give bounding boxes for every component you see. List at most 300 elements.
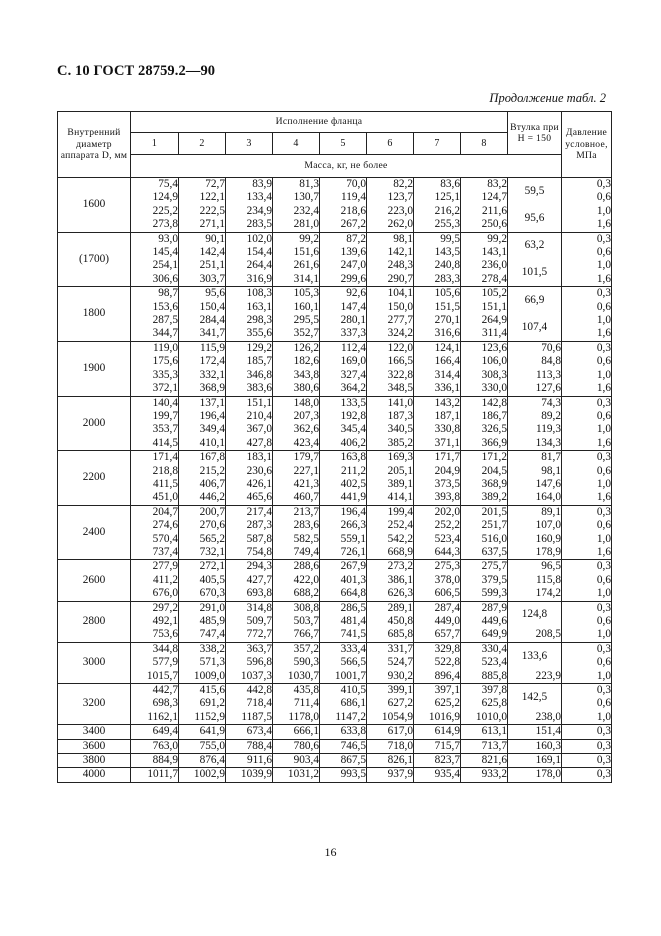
mass-cell: 666,1 [273, 725, 320, 739]
mass-cell: 649,9 [461, 628, 508, 642]
sleeve-mass-cell: 178,9 [508, 546, 562, 560]
mass-cell: 105,2 [461, 287, 508, 301]
mass-cell: 715,7 [414, 739, 461, 753]
mass-cell: 199,4 [367, 505, 414, 519]
mass-cell: 460,7 [273, 491, 320, 505]
table-row [58, 232, 612, 246]
sleeve-mass-cell: 142,5 [508, 684, 562, 711]
mass-cell: 202,0 [414, 505, 461, 519]
mass-cell: 204,5 [461, 465, 508, 478]
pressure-cell: 0,6 [562, 410, 612, 423]
flange-no-6: 6 [367, 133, 414, 155]
mass-cell: 227,1 [273, 465, 320, 478]
mass-cell: 225,2 [131, 205, 179, 218]
mass-cell: 766,7 [273, 628, 320, 642]
mass-cell: 668,9 [367, 546, 414, 560]
mass-cell: 314,4 [414, 369, 461, 382]
mass-cell: 218,6 [320, 205, 367, 218]
mass-cell: 151,6 [273, 246, 320, 259]
mass-cell: 311,4 [461, 327, 508, 341]
mass-cell: 670,3 [179, 587, 226, 601]
mass-cell: 75,4 [131, 178, 179, 192]
mass-cell: 70,0 [320, 178, 367, 192]
pressure-cell: 1,0 [562, 423, 612, 436]
mass-cell: 286,5 [320, 601, 367, 615]
pressure-cell: 0,3 [562, 601, 612, 615]
table-row [58, 396, 612, 410]
mass-cell: 732,1 [179, 546, 226, 560]
mass-cell: 142,1 [367, 246, 414, 259]
mass-cell: 937,9 [367, 768, 414, 782]
mass-cell: 406,7 [179, 478, 226, 491]
mass-cell: 693,8 [226, 587, 273, 601]
mass-cell: 287,3 [226, 519, 273, 532]
mass-cell: 255,3 [414, 218, 461, 232]
sleeve-mass-cell: 107,4 [508, 314, 562, 341]
mass-cell: 211,2 [320, 465, 367, 478]
mass-cell: 87,2 [320, 232, 367, 246]
mass-cell: 147,4 [320, 301, 367, 314]
mass-cell: 104,1 [367, 287, 414, 301]
mass-cell: 281,0 [273, 218, 320, 232]
sleeve-mass-cell: 63,2 [508, 232, 562, 259]
mass-cell: 280,1 [320, 314, 367, 327]
pressure-cell: 0,6 [562, 574, 612, 587]
mass-cell: 199,7 [131, 410, 179, 423]
sleeve-mass-cell: 107,0 [508, 519, 562, 532]
mass-cell: 93,0 [131, 232, 179, 246]
mass-cell: 270,6 [179, 519, 226, 532]
mass-cell: 414,5 [131, 437, 179, 451]
mass-cell: 366,9 [461, 437, 508, 451]
pressure-cell: 1,0 [562, 711, 612, 725]
pressure-cell: 0,6 [562, 246, 612, 259]
mass-cell: 151,5 [414, 301, 461, 314]
mass-cell: 414,1 [367, 491, 414, 505]
mass-cell: 509,7 [226, 615, 273, 628]
mass-cell: 333,4 [320, 642, 367, 656]
flange-no-7: 7 [414, 133, 461, 155]
mass-cell: 126,2 [273, 341, 320, 355]
mass-cell: 294,3 [226, 560, 273, 574]
pressure-cell: 1,0 [562, 670, 612, 684]
mass-cell: 324,2 [367, 327, 414, 341]
mass-cell: 322,8 [367, 369, 414, 382]
pressure-cell: 1,6 [562, 218, 612, 232]
mass-cell: 349,4 [179, 423, 226, 436]
mass-cell: 749,4 [273, 546, 320, 560]
mass-cell: 911,6 [226, 754, 273, 768]
mass-cell: 368,9 [179, 382, 226, 396]
inner-diameter-cell: 2800 [58, 601, 131, 642]
mass-cell: 196,4 [179, 410, 226, 423]
mass-cell: 582,5 [273, 533, 320, 546]
pressure-cell: 1,0 [562, 369, 612, 382]
mass-cell: 81,3 [273, 178, 320, 192]
flange-no-2: 2 [179, 133, 226, 155]
pressure-cell: 0,6 [562, 355, 612, 368]
pressure-cell: 0,3 [562, 725, 612, 739]
mass-cell: 210,4 [226, 410, 273, 423]
mass-cell: 215,2 [179, 465, 226, 478]
table-row [58, 587, 612, 601]
flange-no-3: 3 [226, 133, 273, 155]
pressure-cell: 0,3 [562, 232, 612, 246]
mass-cell: 205,1 [367, 465, 414, 478]
mass-cell: 446,2 [179, 491, 226, 505]
sleeve-mass-cell: 160,9 [508, 533, 562, 546]
inner-diameter-cell: 2400 [58, 505, 131, 560]
mass-cell: 676,0 [131, 587, 179, 601]
inner-diameter-cell: 3800 [58, 754, 131, 768]
pressure-cell: 1,6 [562, 382, 612, 396]
mass-cell: 426,1 [226, 478, 273, 491]
mass-cell: 930,2 [367, 670, 414, 684]
sleeve-mass-cell: 89,2 [508, 410, 562, 423]
mass-cell: 287,9 [461, 601, 508, 615]
mass-cell: 335,3 [131, 369, 179, 382]
mass-cell: 772,7 [226, 628, 273, 642]
inner-diameter-cell: 3400 [58, 725, 131, 739]
mass-cell: 1147,2 [320, 711, 367, 725]
mass-cell: 571,3 [179, 656, 226, 669]
pressure-cell: 1,6 [562, 491, 612, 505]
mass-cell: 641,9 [179, 725, 226, 739]
mass-cell: 298,3 [226, 314, 273, 327]
mass-cell: 112,4 [320, 341, 367, 355]
table-row [58, 533, 612, 546]
mass-cell: 329,8 [414, 642, 461, 656]
mass-cell: 399,1 [367, 684, 414, 698]
mass-cell: 1011,7 [131, 768, 179, 782]
inner-diameter-cell: 4000 [58, 768, 131, 782]
mass-cell: 72,7 [179, 178, 226, 192]
mass-cell: 252,4 [367, 519, 414, 532]
mass-cell: 98,1 [367, 232, 414, 246]
table-row [58, 205, 612, 218]
pressure-cell: 0,3 [562, 287, 612, 301]
mass-cell: 150,4 [179, 301, 226, 314]
mass-cell: 142,4 [179, 246, 226, 259]
mass-cell: 204,9 [414, 465, 461, 478]
mass-cell: 613,1 [461, 725, 508, 739]
inner-diameter-cell: 2200 [58, 451, 131, 506]
mass-cell: 142,8 [461, 396, 508, 410]
pressure-cell: 0,3 [562, 505, 612, 519]
mass-cell: 718,0 [367, 739, 414, 753]
inner-diameter-cell: 1900 [58, 341, 131, 396]
mass-cell: 1009,0 [179, 670, 226, 684]
mass-cell: 442,8 [226, 684, 273, 698]
mass-cell: 389,2 [461, 491, 508, 505]
mass-cell: 590,3 [273, 656, 320, 669]
sleeve-mass-cell: 223,9 [508, 670, 562, 684]
mass-cell: 698,3 [131, 697, 179, 710]
mass-cell: 427,8 [226, 437, 273, 451]
mass-cell: 129,2 [226, 341, 273, 355]
mass-cell: 685,8 [367, 628, 414, 642]
mass-cell: 160,1 [273, 301, 320, 314]
mass-cell: 449,6 [461, 615, 508, 628]
mass-cell: 283,5 [226, 218, 273, 232]
mass-cell: 441,9 [320, 491, 367, 505]
inner-diameter-cell: 1800 [58, 287, 131, 342]
mass-cell: 222,5 [179, 205, 226, 218]
mass-cell: 115,9 [179, 341, 226, 355]
mass-cell: 283,6 [273, 519, 320, 532]
mass-cell: 306,6 [131, 273, 179, 287]
mass-cell: 1178,0 [273, 711, 320, 725]
mass-cell: 283,3 [414, 273, 461, 287]
sleeve-mass-cell: 160,3 [508, 739, 562, 753]
mass-cell: 230,6 [226, 465, 273, 478]
mass-cell: 753,6 [131, 628, 179, 642]
mass-cell: 884,9 [131, 754, 179, 768]
mass-cell: 657,7 [414, 628, 461, 642]
mass-cell: 266,3 [320, 519, 367, 532]
table-row [58, 642, 612, 656]
mass-cell: 566,5 [320, 656, 367, 669]
mass-cell: 1002,9 [179, 768, 226, 782]
mass-cell: 933,2 [461, 768, 508, 782]
mass-cell: 331,7 [367, 642, 414, 656]
document-header: С. 10 ГОСТ 28759.2—90 [57, 63, 216, 79]
mass-cell: 415,6 [179, 684, 226, 698]
mass-cell: 826,1 [367, 754, 414, 768]
mass-cell: 626,3 [367, 587, 414, 601]
pressure-cell: 0,3 [562, 684, 612, 698]
table-row [58, 259, 612, 272]
sleeve-mass-cell: 127,6 [508, 382, 562, 396]
mass-cell: 1001,7 [320, 670, 367, 684]
mass-cell: 1054,9 [367, 711, 414, 725]
mass-cell: 492,1 [131, 615, 179, 628]
pressure-cell: 1,0 [562, 533, 612, 546]
inner-diameter-cell: 2000 [58, 396, 131, 451]
mass-cell: 273,8 [131, 218, 179, 232]
mass-cell: 625,8 [461, 697, 508, 710]
mass-cell: 688,2 [273, 587, 320, 601]
mass-cell: 145,4 [131, 246, 179, 259]
mass-cell: 763,0 [131, 739, 179, 753]
header-pressure: Давление условное, МПа [562, 112, 612, 178]
mass-cell: 372,1 [131, 382, 179, 396]
mass-cell: 204,7 [131, 505, 179, 519]
mass-cell: 288,6 [273, 560, 320, 574]
pressure-cell: 0,6 [562, 519, 612, 532]
mass-cell: 343,8 [273, 369, 320, 382]
mass-cell: 876,4 [179, 754, 226, 768]
mass-cell: 183,1 [226, 451, 273, 465]
header-inner-diameter: Внутренний диаметр аппарата D, мм [58, 112, 131, 178]
flange-no-1: 1 [131, 133, 179, 155]
table-row [58, 437, 612, 451]
mass-cell: 314,1 [273, 273, 320, 287]
mass-cell: 421,3 [273, 478, 320, 491]
table-row [58, 478, 612, 491]
mass-cell: 137,1 [179, 396, 226, 410]
pressure-cell: 0,6 [562, 697, 612, 710]
mass-cell: 397,1 [414, 684, 461, 698]
pressure-cell: 0,3 [562, 341, 612, 355]
mass-cell: 248,3 [367, 259, 414, 272]
mass-cell: 316,9 [226, 273, 273, 287]
mass-cell: 352,7 [273, 327, 320, 341]
mass-cell: 411,5 [131, 478, 179, 491]
mass-cell: 270,1 [414, 314, 461, 327]
mass-cell: 299,6 [320, 273, 367, 287]
flange-no-4: 4 [273, 133, 320, 155]
mass-cell: 166,4 [414, 355, 461, 368]
mass-cell: 314,8 [226, 601, 273, 615]
mass-cell: 737,4 [131, 546, 179, 560]
table-row [58, 739, 612, 753]
mass-cell: 691,2 [179, 697, 226, 710]
mass-cell: 559,1 [320, 533, 367, 546]
table-row [58, 725, 612, 739]
mass-cell: 218,8 [131, 465, 179, 478]
mass-cell: 348,5 [367, 382, 414, 396]
pressure-cell: 1,0 [562, 205, 612, 218]
mass-cell: 277,7 [367, 314, 414, 327]
mass-cell: 171,7 [414, 451, 461, 465]
sleeve-mass-cell: 89,1 [508, 505, 562, 519]
mass-cell: 754,8 [226, 546, 273, 560]
mass-cell: 284,4 [179, 314, 226, 327]
mass-cell: 1030,7 [273, 670, 320, 684]
table-body [58, 178, 612, 783]
mass-cell: 119,4 [320, 191, 367, 204]
mass-cell: 617,0 [367, 725, 414, 739]
sleeve-mass-cell: 208,5 [508, 628, 562, 642]
mass-cell: 122,0 [367, 341, 414, 355]
mass-cell: 232,4 [273, 205, 320, 218]
mass-cell: 277,9 [131, 560, 179, 574]
mass-cell: 355,6 [226, 327, 273, 341]
pressure-cell: 0,3 [562, 396, 612, 410]
mass-cell: 397,8 [461, 684, 508, 698]
mass-cell: 673,4 [226, 725, 273, 739]
mass-cell: 92,6 [320, 287, 367, 301]
mass-cell: 186,7 [461, 410, 508, 423]
mass-cell: 326,5 [461, 423, 508, 436]
table-row [58, 451, 612, 465]
mass-cell: 332,1 [179, 369, 226, 382]
mass-cell: 903,4 [273, 754, 320, 768]
mass-cell: 125,1 [414, 191, 461, 204]
sleeve-mass-cell: 133,6 [508, 642, 562, 669]
mass-cell: 124,7 [461, 191, 508, 204]
mass-cell: 542,2 [367, 533, 414, 546]
mass-cell: 823,7 [414, 754, 461, 768]
mass-cell: 411,2 [131, 574, 179, 587]
flange-no-5: 5 [320, 133, 367, 155]
pressure-cell: 0,3 [562, 642, 612, 656]
mass-cell: 422,0 [273, 574, 320, 587]
pressure-cell: 1,0 [562, 628, 612, 642]
pressure-cell: 0,3 [562, 768, 612, 782]
mass-cell: 99,2 [273, 232, 320, 246]
mass-cell: 386,1 [367, 574, 414, 587]
mass-cell: 82,2 [367, 178, 414, 192]
mass-cell: 625,2 [414, 697, 461, 710]
mass-cell: 148,0 [273, 396, 320, 410]
table-row [58, 601, 612, 615]
mass-cell: 637,5 [461, 546, 508, 560]
mass-cell: 340,5 [367, 423, 414, 436]
mass-cell: 196,4 [320, 505, 367, 519]
mass-cell: 273,2 [367, 560, 414, 574]
mass-cell: 169,0 [320, 355, 367, 368]
table-row [58, 519, 612, 532]
sleeve-mass-cell: 124,8 [508, 601, 562, 628]
mass-cell: 154,4 [226, 246, 273, 259]
pressure-cell: 1,0 [562, 314, 612, 327]
mass-cell: 1152,9 [179, 711, 226, 725]
mass-cell: 337,3 [320, 327, 367, 341]
mass-cell: 606,5 [414, 587, 461, 601]
sleeve-mass-cell: 66,9 [508, 287, 562, 314]
mass-cell: 83,9 [226, 178, 273, 192]
mass-cell: 746,5 [320, 739, 367, 753]
mass-cell: 234,9 [226, 205, 273, 218]
mass-cell: 213,7 [273, 505, 320, 519]
pressure-cell: 0,3 [562, 178, 612, 192]
mass-cell: 192,8 [320, 410, 367, 423]
mass-cell: 139,6 [320, 246, 367, 259]
mass-cell: 405,5 [179, 574, 226, 587]
mass-cell: 166,5 [367, 355, 414, 368]
mass-cell: 123,6 [461, 341, 508, 355]
mass-cell: 151,1 [226, 396, 273, 410]
pressure-cell: 1,6 [562, 546, 612, 560]
table-row [58, 287, 612, 301]
sleeve-mass-cell: 81,7 [508, 451, 562, 465]
mass-cell: 240,8 [414, 259, 461, 272]
mass-cell: 1016,9 [414, 711, 461, 725]
mass-cell: 90,1 [179, 232, 226, 246]
mass-cell: 896,4 [414, 670, 461, 684]
mass-cell: 344,8 [131, 642, 179, 656]
pressure-cell: 1,0 [562, 259, 612, 272]
mass-cell: 633,8 [320, 725, 367, 739]
mass-cell: 223,0 [367, 205, 414, 218]
mass-cell: 788,4 [226, 739, 273, 753]
pressure-cell: 1,0 [562, 478, 612, 491]
mass-cell: 393,8 [414, 491, 461, 505]
table-row [58, 465, 612, 478]
mass-cell: 596,8 [226, 656, 273, 669]
mass-cell: 201,5 [461, 505, 508, 519]
header-flange-version: Исполнение фланца [131, 112, 508, 133]
mass-cell: 485,9 [179, 615, 226, 628]
mass-cell: 1015,7 [131, 670, 179, 684]
mass-cell: 664,8 [320, 587, 367, 601]
mass-cell: 102,0 [226, 232, 273, 246]
mass-cell: 338,2 [179, 642, 226, 656]
pressure-cell: 0,6 [562, 191, 612, 204]
pressure-cell: 1,6 [562, 273, 612, 287]
table-row [58, 491, 612, 505]
mass-cell: 187,1 [414, 410, 461, 423]
mass-cell: 449,0 [414, 615, 461, 628]
mass-cell: 686,1 [320, 697, 367, 710]
pressure-cell: 0,6 [562, 615, 612, 628]
mass-cell: 290,7 [367, 273, 414, 287]
mass-cell: 83,2 [461, 178, 508, 192]
mass-cell: 364,2 [320, 382, 367, 396]
mass-cell: 523,4 [414, 533, 461, 546]
